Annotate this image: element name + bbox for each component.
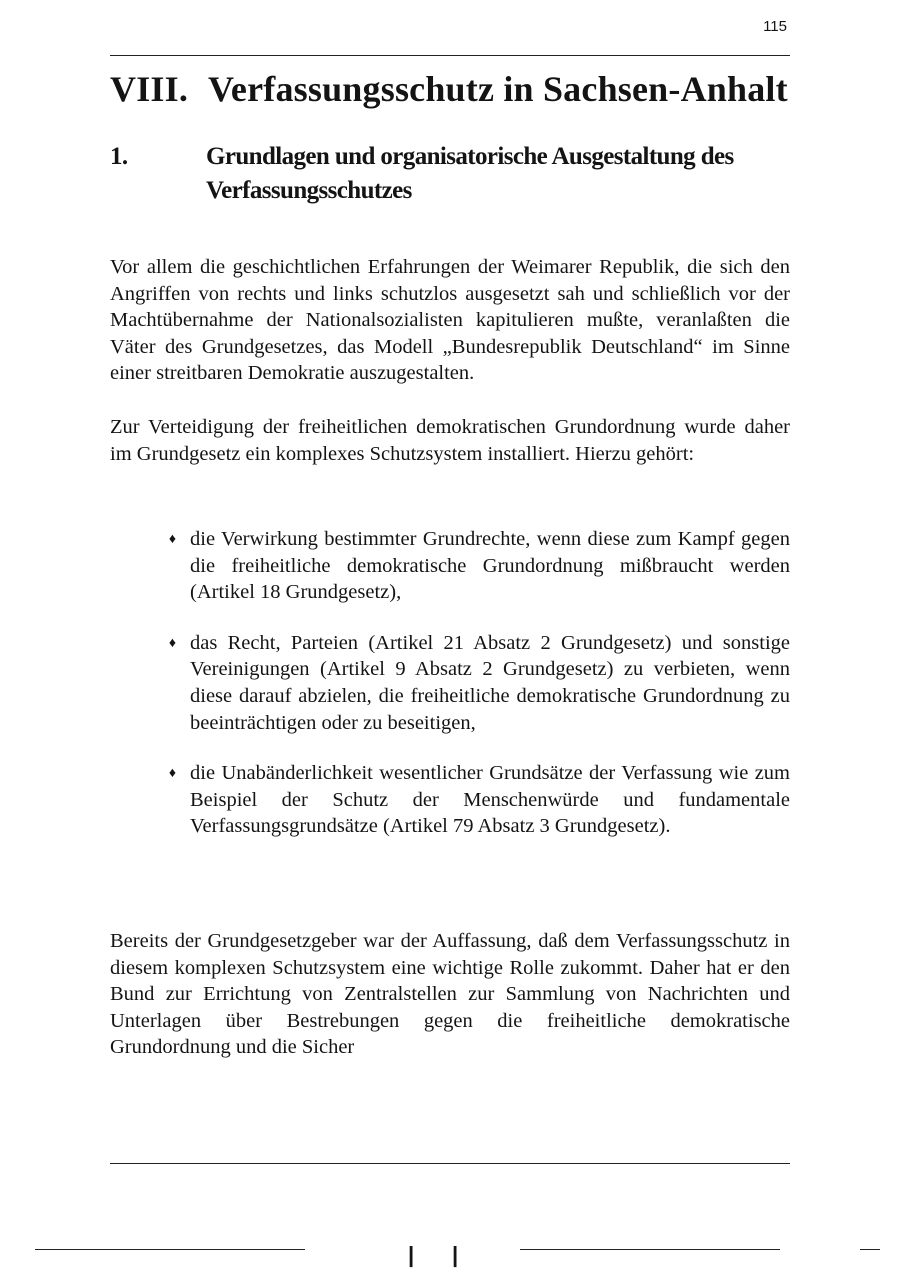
footer-rule xyxy=(110,1163,790,1164)
diamond-bullet-icon: ♦ xyxy=(168,766,176,782)
paragraph-grundgesetzgeber: Bereits der Grundgesetzgeber war der Auffassung, daß dem Verfassungsschutz in diesem komplexen Schutzsystem eine wichtige Rolle zukommt. Daher hat er den Bund zur Errichtung von Zentralstellen zur Sammlung von Nachrichten und Unterlagen über Bestrebungen gegen die freiheitliche demokratische Grundordnung und die Sicher xyxy=(110,930,790,1059)
paragraph-weimar: Vor allem die geschichtlichen Erfahrungen der Weimarer Republik, die sich den Angriffen von rechts und links schutzlos ausgesetzt sah und schließlich vor der Machtübernahme der Nationalsozialisten kapitulieren mußte, veranlaßten die Väter des Grundgesetzes, das Modell „Bundesrepublik Deutschland“ im Sinne einer streitbaren Demokratie auszugestalten. xyxy=(110,256,790,385)
diamond-bullet-icon: ♦ xyxy=(168,532,176,547)
scan-edge-line-far xyxy=(860,1249,880,1250)
header-rule xyxy=(110,55,790,56)
section-number: 1. xyxy=(110,143,128,170)
bullet-list xyxy=(110,526,790,864)
scan-mark: | xyxy=(452,1242,459,1267)
scan-mark: | xyxy=(408,1242,415,1267)
scan-edge-line-left xyxy=(35,1249,305,1250)
list-item-text: die Unabänderlichkeit wesentlicher Grundsätze der Verfassung wie zum Beispiel der Schutz der Menschenwürde und fundamentale Verfassungsgrundsätze (Artikel 79 Absatz 3 Grundgesetz). xyxy=(190,762,790,838)
list-item-text: die Verwirkung bestimmter Grundrechte, wenn diese zum Kampf gegen die freiheitliche demokratische Grundordnung mißbraucht werden (Artikel 18 Grundgesetz), xyxy=(190,528,790,604)
paragraph-schutzsystem: Zur Verteidigung der freiheitlichen demokratischen Grundordnung wurde daher im Grundgesetz ein komplexes Schutzsystem installiert. Hierzu gehört: xyxy=(110,416,790,465)
list-item xyxy=(110,630,790,736)
section-title: Grundlagen und organisatorische Ausgestaltung des Verfassungsschutzes xyxy=(206,143,734,204)
scan-edge-line-right xyxy=(520,1249,780,1250)
section-heading xyxy=(110,140,800,208)
chapter-title xyxy=(110,68,788,110)
chapter-title-text: Verfassungsschutz in Sachsen-Anhalt xyxy=(208,69,788,109)
list-item xyxy=(110,760,790,840)
page-number: 115 xyxy=(763,18,787,35)
list-item xyxy=(110,526,790,606)
chapter-number: VIII. xyxy=(110,69,189,109)
list-item-text: das Recht, Parteien (Artikel 21 Absatz 2 Grundgesetz) und sonstige Vereinigungen (Artikel 9 Absatz 2 Grundgesetz) zu verbieten, wenn diese darauf abzielen, die freiheitliche demokratische Grundordnung zu beeinträchtigen oder zu beseitigen, xyxy=(190,631,790,734)
diamond-bullet-icon: ♦ xyxy=(168,635,176,651)
